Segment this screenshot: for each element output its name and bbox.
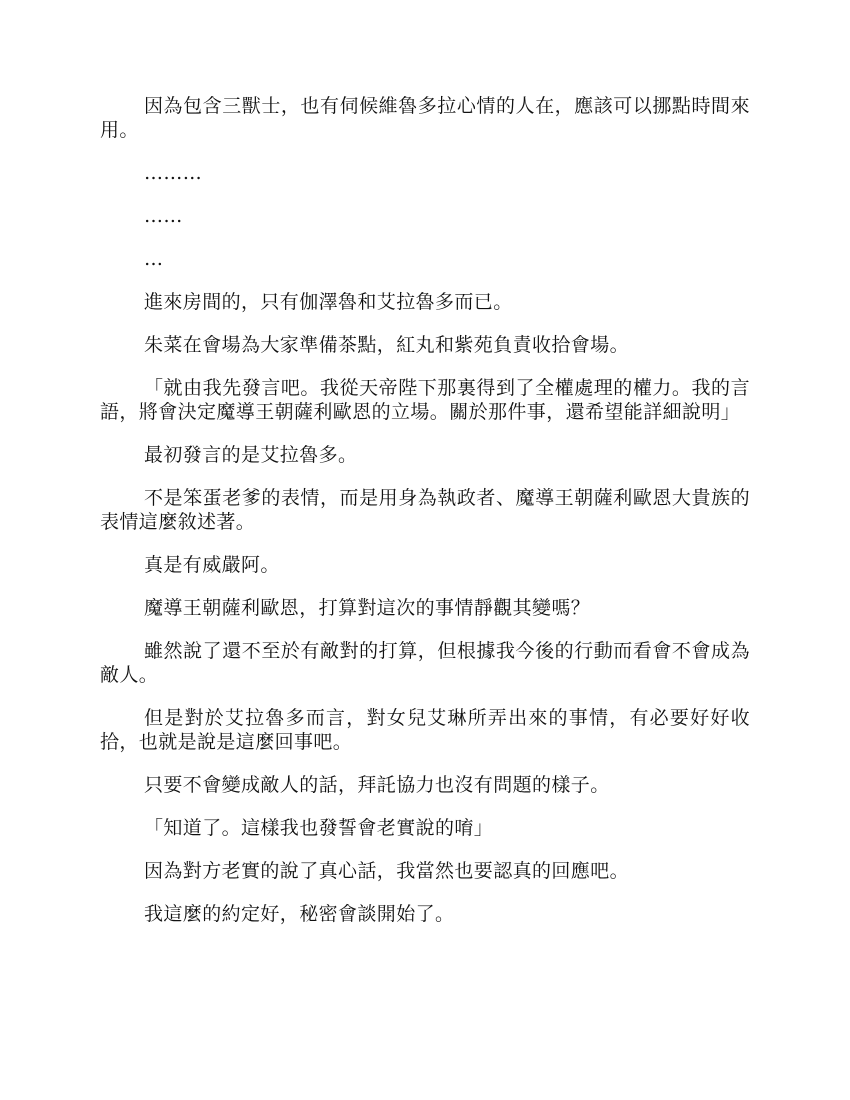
paragraph: 我這麼的約定好，秘密會談開始了。 [144, 903, 455, 925]
paragraph: 不是笨蛋老爹的表情，而是用身為執政者、魔導王朝薩利歐恩大貴族的表情這麼敘述著。 [100, 487, 750, 533]
ellipsis-paragraph: ……… [144, 162, 203, 184]
paragraph: 因為包含三獸士，也有伺候維魯多拉心情的人在，應該可以挪點時間來用。 [100, 95, 750, 141]
paragraph: 朱菜在會場為大家準備茶點，紅丸和紫苑負責收拾會場。 [144, 334, 630, 356]
paragraph: 最初發言的是艾拉魯多。 [144, 444, 358, 466]
paragraph: 只要不會變成敵人的話，拜託協力也沒有問題的樣子。 [144, 774, 610, 796]
paragraph: 雖然說了還不至於有敵對的打算，但根據我今後的行動而看會不會成為敵人。 [100, 640, 750, 686]
ellipsis-paragraph: …… [144, 205, 183, 227]
paragraph: 但是對於艾拉魯多而言，對女兒艾琳所弄出來的事情，有必要好好收拾，也就是說是這麼回事吧。 [100, 707, 750, 753]
paragraph: 進來房間的，只有伽澤魯和艾拉魯多而已。 [144, 291, 513, 313]
paragraph: 魔導王朝薩利歐恩，打算對這次的事情靜觀其變嗎？ [144, 597, 591, 619]
paragraph: 因為對方老實的說了真心話，我當然也要認真的回應吧。 [144, 860, 630, 882]
paragraph: 真是有威嚴阿。 [144, 554, 280, 576]
dialogue-paragraph: 「知道了。這樣我也發誓會老實說的唷」 [144, 817, 494, 839]
dialogue-paragraph: 「就由我先發言吧。我從天帝陛下那裏得到了全權處理的權力。我的言語，將會決定魔導王朝薩利歐恩的立場。關於那件事，還希望能詳細說明」 [100, 377, 750, 423]
body-text [100, 94, 750, 945]
ellipsis-paragraph: … [144, 248, 164, 270]
